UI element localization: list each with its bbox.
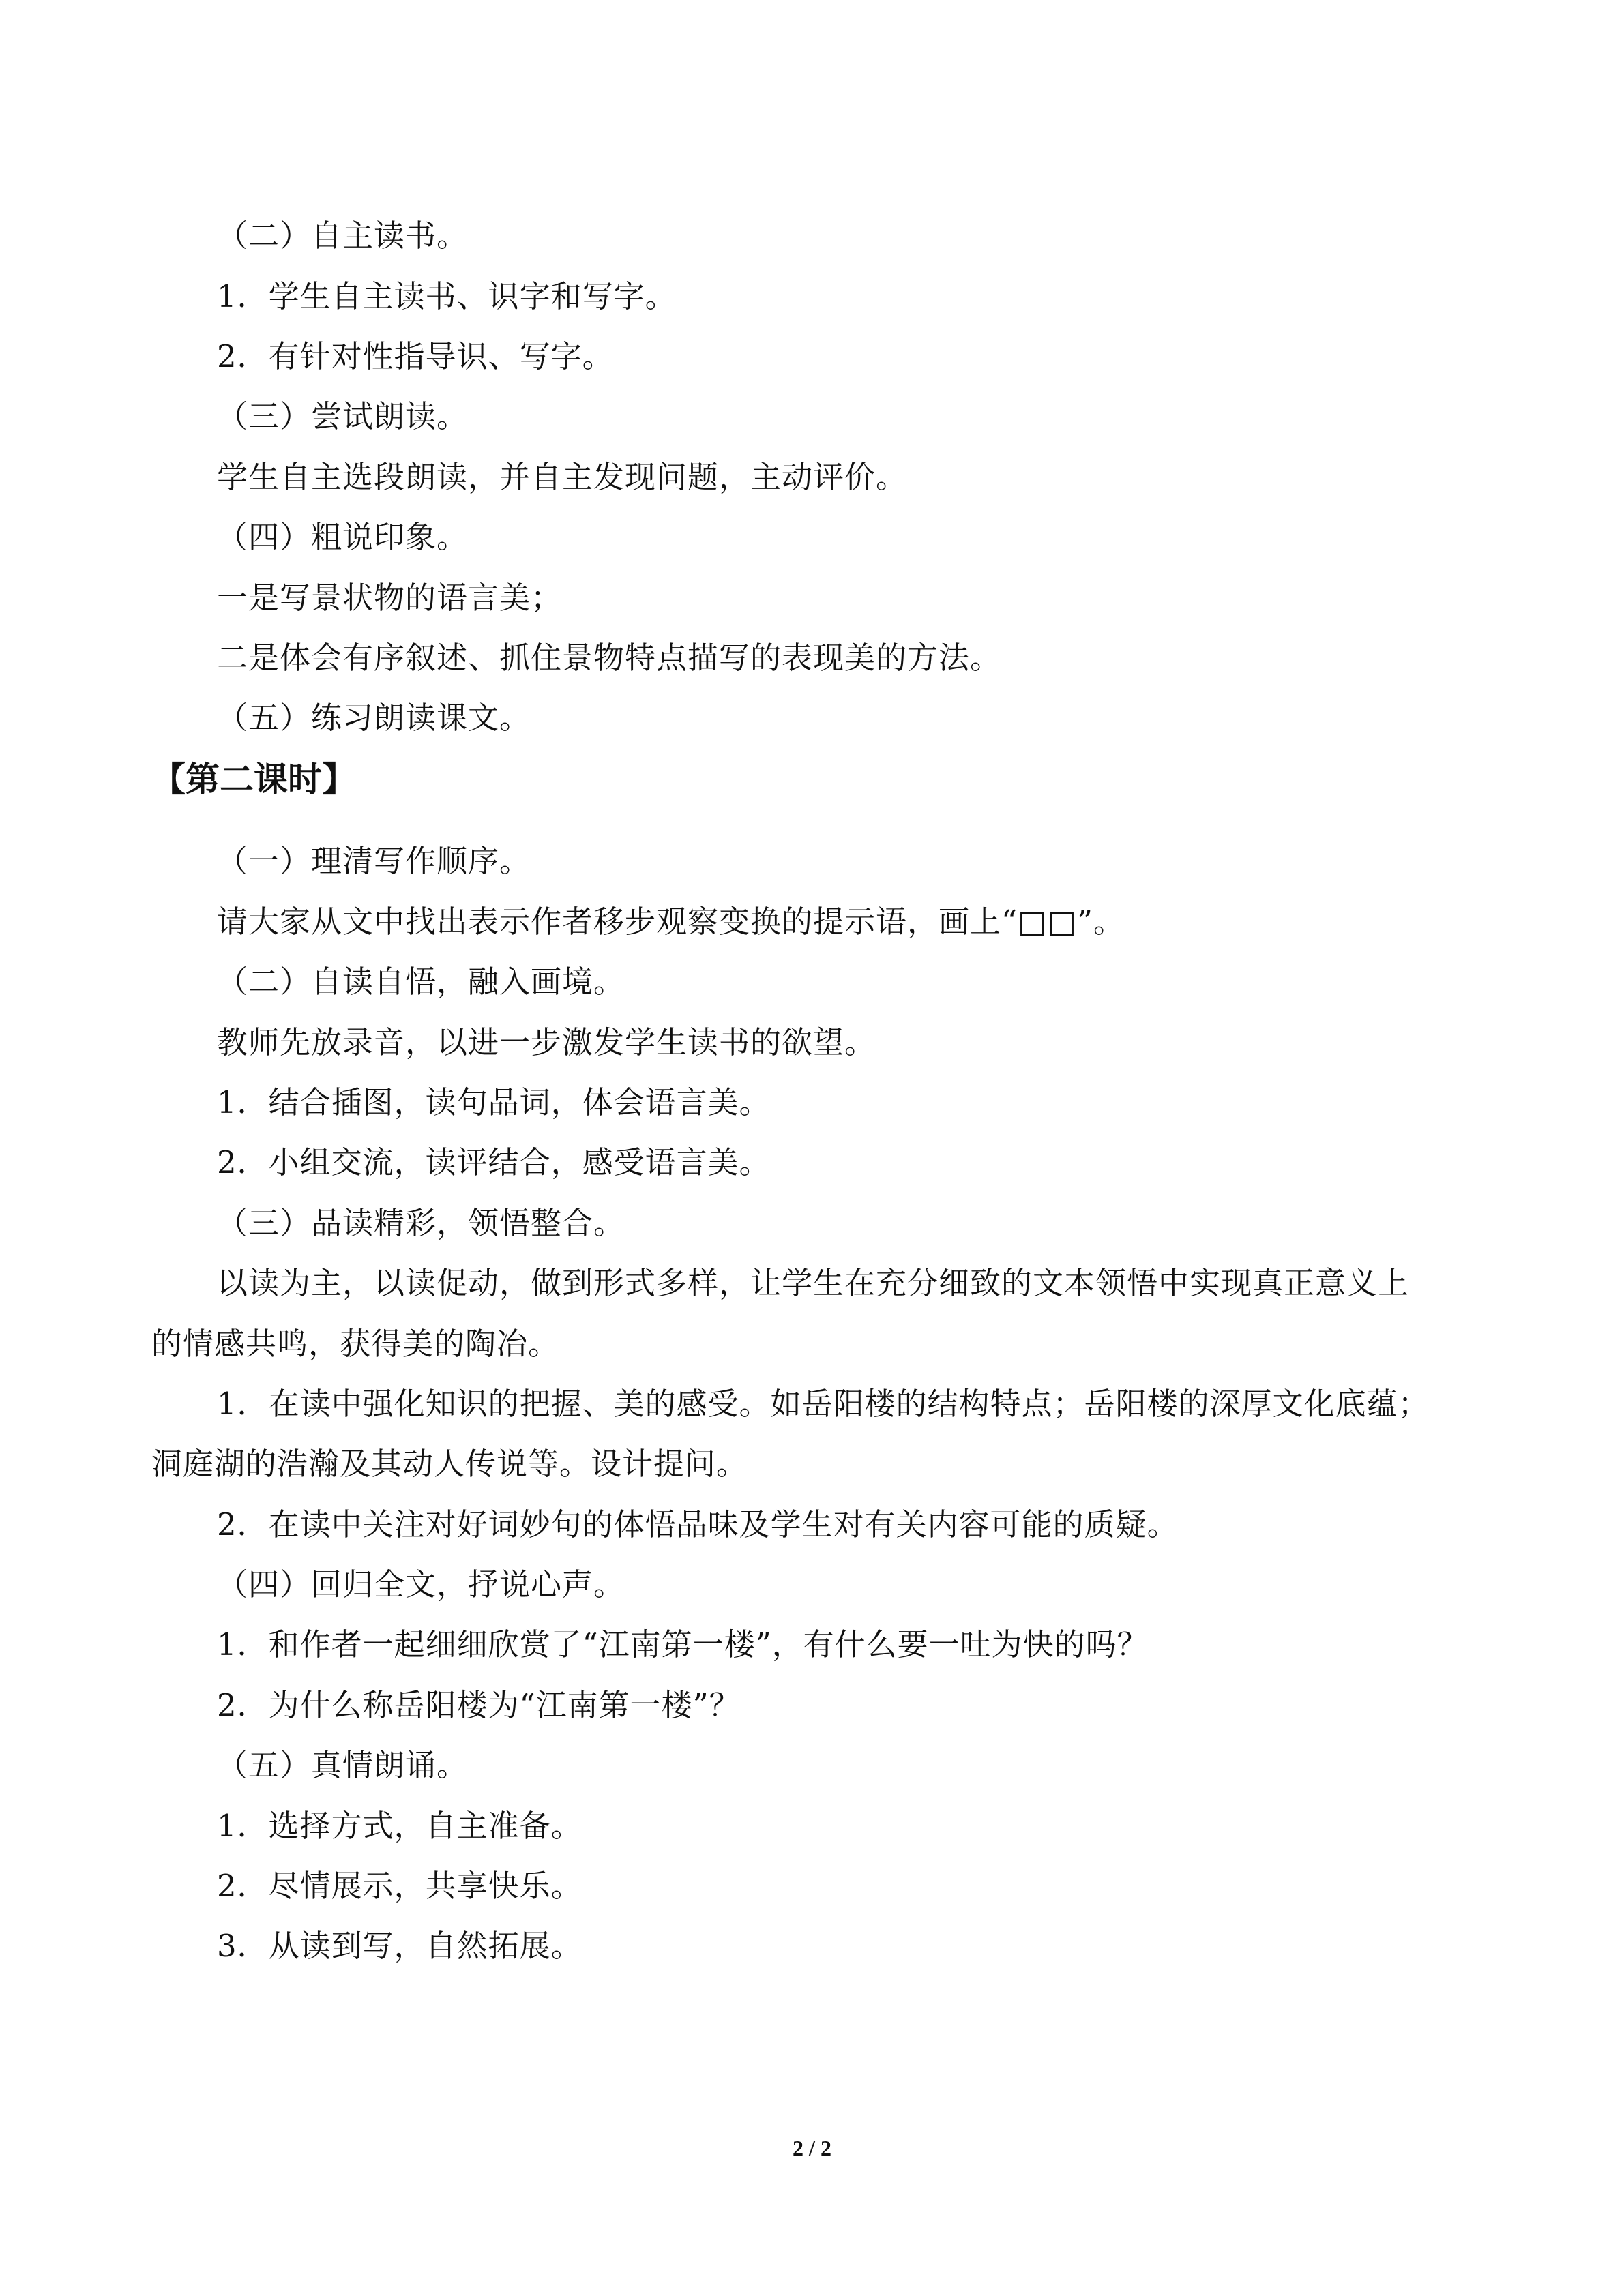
paragraph: 2．尽情展示，共享快乐。 (217, 1868, 582, 1904)
paragraph: 3．从读到写，自然拓展。 (217, 1928, 582, 1964)
paragraph: 2．有针对性指导识、写字。 (217, 338, 614, 374)
subheading-recitation: （五）真情朗诵。 (217, 1747, 469, 1783)
paragraph: 教师先放录音，以进一步激发学生读书的欲望。 (217, 1024, 876, 1060)
paragraph: 学生自主选段朗读，并自主发现问题，主动评价。 (217, 459, 908, 495)
paragraph: 1．结合插图，读句品词，体会语言美。 (217, 1084, 771, 1120)
paragraph: 2．为什么称岳阳楼为“江南第一楼”？ (217, 1687, 741, 1723)
subheading-impression: （四）粗说印象。 (217, 519, 469, 555)
paragraph: 1．在读中强化知识的把握、美的感受。如岳阳楼的结构特点；岳阳楼的深厚文化底蕴； (217, 1386, 1430, 1422)
paragraph: 一是写景状物的语言美； (217, 580, 563, 616)
subheading-savor-reading: （三）品读精彩，领悟整合。 (217, 1205, 625, 1241)
subheading-self-reading: （二）自主读书。 (217, 218, 469, 254)
paragraph-continuation: 洞庭湖的浩瀚及其动人传说等。设计提问。 (151, 1446, 748, 1482)
paragraph: 1．和作者一起细细欣赏了“江南第一楼”，有什么要一吐为快的吗？ (217, 1626, 1149, 1663)
paragraph: 以读为主，以读促动，做到形式多样，让学生在充分细致的文本领悟中实现真正意义上 (217, 1265, 1410, 1301)
paragraph: 二是体会有序叙述、抓住景物特点描写的表现美的方法。 (217, 640, 1002, 676)
subheading-self-study: （二）自读自悟，融入画境。 (217, 964, 625, 1000)
page-number: 2 / 2 (793, 2136, 831, 2160)
paragraph: 1．选择方式，自主准备。 (217, 1808, 582, 1844)
subheading-return-to-text: （四）回归全文，抒说心声。 (217, 1566, 625, 1602)
subheading-writing-order: （一）理清写作顺序。 (217, 843, 531, 879)
paragraph: 1．学生自主读书、识字和写字。 (217, 278, 677, 314)
subheading-try-reading: （三）尝试朗读。 (217, 398, 469, 434)
lesson-two-title: 【第二课时】 (151, 760, 356, 799)
paragraph: 2．小组交流，读评结合，感受语言美。 (217, 1144, 771, 1180)
paragraph-continuation: 的情感共鸣，获得美的陶冶。 (151, 1326, 560, 1362)
paragraph: 请大家从文中找出表示作者移步观察变换的提示语，画上“□□”。 (217, 904, 1125, 940)
paragraph: 2．在读中关注对好词妙句的体悟品味及学生对有关内容可能的质疑。 (217, 1506, 1179, 1542)
subheading-practice-reading: （五）练习朗读课文。 (217, 700, 531, 736)
